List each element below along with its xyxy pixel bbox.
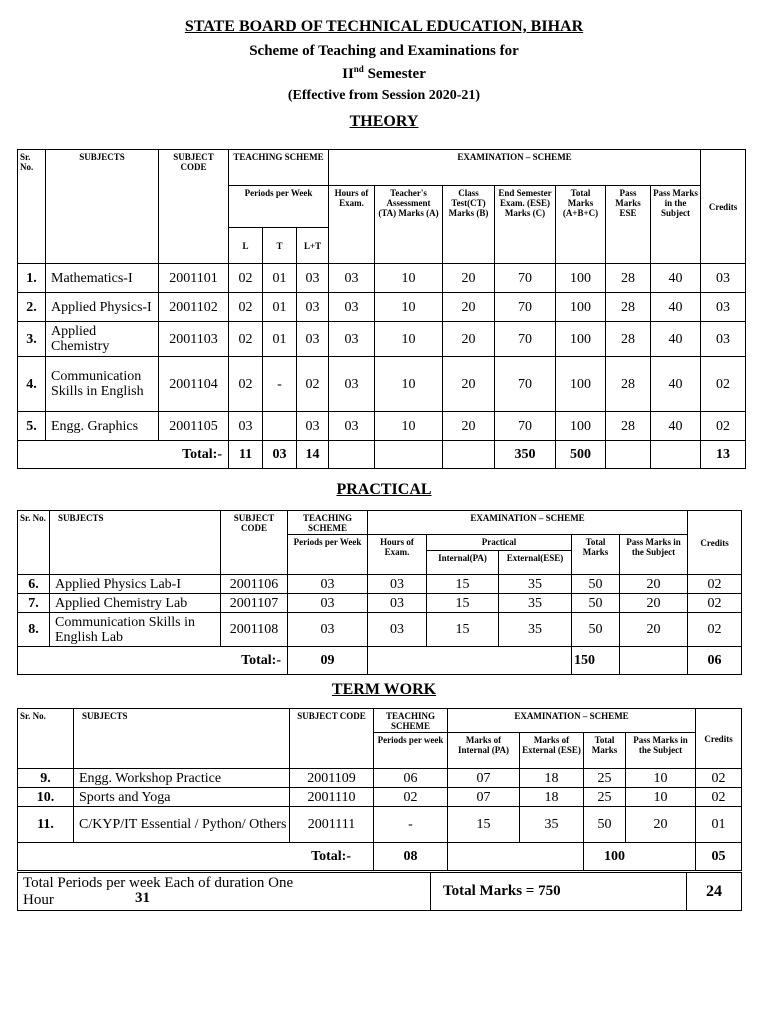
termwork-total-blank bbox=[448, 843, 584, 871]
theory-hours: 03 bbox=[329, 322, 375, 357]
theory-total-blank bbox=[651, 441, 701, 469]
theory-total-blank bbox=[606, 441, 651, 469]
theory-sr: 3. bbox=[18, 322, 46, 357]
theory-l: 02 bbox=[229, 322, 263, 357]
theory-lt: 03 bbox=[297, 264, 329, 293]
ph-credits: Credits bbox=[688, 511, 742, 575]
tw-periods: Periods per week bbox=[374, 733, 448, 769]
semester-sup: nd bbox=[353, 64, 364, 74]
theory-ct: 20 bbox=[443, 322, 495, 357]
theory-subject: Applied Physics-I bbox=[46, 293, 159, 322]
theory-pass-subj: 40 bbox=[651, 264, 701, 293]
theory-ese: 70 bbox=[495, 357, 556, 412]
theory-code: 2001101 bbox=[159, 264, 229, 293]
termwork-row bbox=[18, 807, 742, 843]
scheme-title: Scheme of Teaching and Examinations for bbox=[249, 43, 519, 59]
session-note: (Effective from Session 2020-21) bbox=[287, 88, 481, 103]
theory-total-blank bbox=[375, 441, 443, 469]
theory-ct: 20 bbox=[443, 412, 495, 441]
practical-internal: 15 bbox=[427, 575, 499, 594]
termwork-row bbox=[18, 769, 742, 788]
practical-subject: Communication Skills in English Lab bbox=[50, 613, 221, 647]
termwork-total: 25 bbox=[584, 788, 626, 807]
theory-subject: Communication Skills in English bbox=[46, 357, 159, 412]
th-subjects: SUBJECTS bbox=[46, 150, 159, 264]
theory-t bbox=[263, 412, 297, 441]
theory-l: 02 bbox=[229, 264, 263, 293]
theory-t: 01 bbox=[263, 322, 297, 357]
ph-code: SUBJECT CODE bbox=[221, 511, 288, 575]
practical-pass: 20 bbox=[620, 575, 688, 594]
termwork-external: 18 bbox=[520, 769, 584, 788]
theory-sr: 4. bbox=[18, 357, 46, 412]
th-pass-subj: Pass Marks in the Subject bbox=[651, 186, 701, 264]
practical-external: 35 bbox=[499, 594, 572, 613]
practical-subject: Applied Chemistry Lab bbox=[50, 594, 221, 613]
theory-credits: 02 bbox=[701, 357, 746, 412]
semester-word: Semester bbox=[367, 66, 426, 82]
theory-pass-ese: 28 bbox=[606, 412, 651, 441]
termwork-total: 25 bbox=[584, 769, 626, 788]
theory-pass-subj: 40 bbox=[651, 293, 701, 322]
ph-periods: Periods per Week bbox=[288, 535, 368, 575]
theory-total-t: 03 bbox=[263, 441, 297, 469]
theory-ta: 10 bbox=[375, 293, 443, 322]
practical-total-row bbox=[18, 647, 742, 675]
termwork-total-row bbox=[18, 843, 742, 871]
practical-total-label: Total:- bbox=[18, 647, 288, 675]
theory-t: 01 bbox=[263, 293, 297, 322]
tw-teaching: TEACHING SCHEME bbox=[374, 709, 448, 733]
theory-pass-ese: 28 bbox=[606, 322, 651, 357]
ph-exam: EXAMINATION – SCHEME bbox=[368, 511, 688, 535]
th-ct: Class Test(CT) Marks (B) bbox=[443, 186, 495, 264]
th-credits: Credits bbox=[701, 150, 746, 264]
practical-hours: 03 bbox=[368, 613, 427, 647]
summary-marks: Total Marks = 750 bbox=[431, 873, 687, 911]
th-sr: Sr. No. bbox=[18, 150, 46, 264]
theory-ct: 20 bbox=[443, 264, 495, 293]
termwork-periods: - bbox=[374, 807, 448, 843]
theory-pass-ese: 28 bbox=[606, 293, 651, 322]
termwork-total: 50 bbox=[584, 807, 626, 843]
th-ese: End Semester Exam. (ESE) Marks (C) bbox=[495, 186, 556, 264]
practical-total: 50 bbox=[572, 613, 620, 647]
semester-roman: II bbox=[342, 66, 354, 82]
termwork-subject: Engg. Workshop Practice bbox=[74, 769, 290, 788]
practical-external: 35 bbox=[499, 613, 572, 647]
th-total: Total Marks (A+B+C) bbox=[556, 186, 606, 264]
theory-total: 100 bbox=[556, 322, 606, 357]
th-hours: Hours of Exam. bbox=[329, 186, 375, 264]
theory-pass-subj: 40 bbox=[651, 357, 701, 412]
practical-periods: 03 bbox=[288, 594, 368, 613]
theory-hours: 03 bbox=[329, 412, 375, 441]
theory-ta: 10 bbox=[375, 412, 443, 441]
theory-sr: 2. bbox=[18, 293, 46, 322]
theory-ese: 70 bbox=[495, 264, 556, 293]
termwork-periods: 06 bbox=[374, 769, 448, 788]
theory-pass-ese: 28 bbox=[606, 264, 651, 293]
theory-pass-subj: 40 bbox=[651, 322, 701, 357]
theory-ese: 70 bbox=[495, 322, 556, 357]
tw-pass: Pass Marks in the Subject bbox=[626, 733, 696, 769]
practical-sr: 6. bbox=[18, 575, 50, 594]
th-lt: L+T bbox=[297, 228, 329, 264]
tw-subjects: SUBJECTS bbox=[74, 709, 290, 769]
termwork-row bbox=[18, 788, 742, 807]
theory-l: 03 bbox=[229, 412, 263, 441]
theory-table bbox=[17, 149, 746, 469]
th-l: L bbox=[229, 228, 263, 264]
theory-lt: 03 bbox=[297, 412, 329, 441]
theory-total-l: 11 bbox=[229, 441, 263, 469]
practical-code: 2001108 bbox=[221, 613, 288, 647]
theory-total-ese: 350 bbox=[495, 441, 556, 469]
practical-table bbox=[17, 510, 742, 675]
summary-table bbox=[17, 872, 742, 911]
theory-subject: Mathematics-I bbox=[46, 264, 159, 293]
th-ta: Teacher's Assessment (TA) Marks (A) bbox=[375, 186, 443, 264]
practical-credits: 02 bbox=[688, 613, 742, 647]
termwork-code: 2001109 bbox=[290, 769, 374, 788]
theory-code: 2001102 bbox=[159, 293, 229, 322]
theory-credits: 03 bbox=[701, 293, 746, 322]
termwork-periods: 02 bbox=[374, 788, 448, 807]
termwork-sr: 9. bbox=[18, 769, 74, 788]
practical-code: 2001106 bbox=[221, 575, 288, 594]
practical-pass: 20 bbox=[620, 613, 688, 647]
theory-code: 2001105 bbox=[159, 412, 229, 441]
termwork-sr: 11. bbox=[18, 807, 74, 843]
theory-code: 2001103 bbox=[159, 322, 229, 357]
ph-external: External(ESE) bbox=[499, 551, 572, 575]
practical-hours: 03 bbox=[368, 594, 427, 613]
termwork-code: 2001110 bbox=[290, 788, 374, 807]
theory-row bbox=[18, 322, 746, 357]
termwork-internal: 07 bbox=[448, 788, 520, 807]
termwork-pass: 20 bbox=[626, 807, 696, 843]
theory-total-blank bbox=[329, 441, 375, 469]
theory-subject: Engg. Graphics bbox=[46, 412, 159, 441]
theory-ct: 20 bbox=[443, 293, 495, 322]
termwork-pass: 10 bbox=[626, 788, 696, 807]
practical-periods: 03 bbox=[288, 575, 368, 594]
theory-total-marks: 500 bbox=[556, 441, 606, 469]
theory-lt: 03 bbox=[297, 293, 329, 322]
theory-row bbox=[18, 357, 746, 412]
th-t: T bbox=[263, 228, 297, 264]
theory-ct: 20 bbox=[443, 357, 495, 412]
termwork-total-credits: 05 bbox=[696, 843, 742, 871]
theory-ta: 10 bbox=[375, 264, 443, 293]
theory-sr: 5. bbox=[18, 412, 46, 441]
ph-pass: Pass Marks in the Subject bbox=[620, 535, 688, 575]
th-periods: Periods per Week bbox=[229, 186, 329, 228]
ph-internal: Internal(PA) bbox=[427, 551, 499, 575]
termwork-subject: Sports and Yoga bbox=[74, 788, 290, 807]
practical-sr: 8. bbox=[18, 613, 50, 647]
tw-total: Total Marks bbox=[584, 733, 626, 769]
theory-l: 02 bbox=[229, 357, 263, 412]
termwork-table bbox=[17, 708, 742, 871]
theory-pass-ese: 28 bbox=[606, 357, 651, 412]
practical-total-marks: 150 bbox=[572, 647, 620, 675]
theory-heading: THEORY bbox=[349, 113, 419, 130]
theory-row bbox=[18, 264, 746, 293]
theory-hours: 03 bbox=[329, 293, 375, 322]
theory-credits: 03 bbox=[701, 264, 746, 293]
theory-ta: 10 bbox=[375, 322, 443, 357]
termwork-pass: 10 bbox=[626, 769, 696, 788]
practical-row bbox=[18, 613, 742, 647]
termwork-credits: 02 bbox=[696, 788, 742, 807]
termwork-internal: 15 bbox=[448, 807, 520, 843]
termwork-heading: TERM WORK bbox=[331, 681, 437, 698]
practical-total-periods: 09 bbox=[288, 647, 368, 675]
summary-periods-label: Total Periods per week Each of duration One Hour bbox=[23, 874, 294, 908]
practical-hours: 03 bbox=[368, 575, 427, 594]
practical-total-credits: 06 bbox=[688, 647, 742, 675]
practical-row bbox=[18, 594, 742, 613]
termwork-credits: 02 bbox=[696, 769, 742, 788]
termwork-sr: 10. bbox=[18, 788, 74, 807]
ph-total: Total Marks bbox=[572, 535, 620, 575]
theory-lt: 02 bbox=[297, 357, 329, 412]
practical-row bbox=[18, 575, 742, 594]
th-teaching: TEACHING SCHEME bbox=[229, 150, 329, 186]
termwork-subject: C/KYP/IT Essential / Python/ Others bbox=[74, 807, 290, 843]
practical-external: 35 bbox=[499, 575, 572, 594]
theory-total-row bbox=[18, 441, 746, 469]
theory-l: 02 bbox=[229, 293, 263, 322]
semester-title bbox=[0, 64, 768, 83]
practical-total-blank bbox=[368, 647, 572, 675]
summary-credits: 24 bbox=[687, 873, 742, 911]
practical-credits: 02 bbox=[688, 575, 742, 594]
ph-sr: Sr. No. bbox=[18, 511, 50, 575]
theory-total: 100 bbox=[556, 357, 606, 412]
ph-practical: Practical bbox=[427, 535, 572, 551]
theory-ese: 70 bbox=[495, 412, 556, 441]
tw-credits: Credits bbox=[696, 709, 742, 769]
theory-total: 100 bbox=[556, 293, 606, 322]
termwork-internal: 07 bbox=[448, 769, 520, 788]
termwork-external: 18 bbox=[520, 788, 584, 807]
tw-exam: EXAMINATION – SCHEME bbox=[448, 709, 696, 733]
practical-total-blank bbox=[620, 647, 688, 675]
theory-row bbox=[18, 412, 746, 441]
theory-sr: 1. bbox=[18, 264, 46, 293]
theory-total: 100 bbox=[556, 412, 606, 441]
termwork-total-marks: 100 bbox=[584, 843, 696, 871]
termwork-total-periods: 08 bbox=[374, 843, 448, 871]
practical-periods: 03 bbox=[288, 613, 368, 647]
termwork-code: 2001111 bbox=[290, 807, 374, 843]
theory-ese: 70 bbox=[495, 293, 556, 322]
theory-total-credits: 13 bbox=[701, 441, 746, 469]
theory-total-lt: 14 bbox=[297, 441, 329, 469]
theory-lt: 03 bbox=[297, 322, 329, 357]
practical-total: 50 bbox=[572, 594, 620, 613]
th-exam: EXAMINATION – SCHEME bbox=[329, 150, 701, 186]
practical-subject: Applied Physics Lab-I bbox=[50, 575, 221, 594]
th-pass-ese: Pass Marks ESE bbox=[606, 186, 651, 264]
termwork-external: 35 bbox=[520, 807, 584, 843]
theory-credits: 02 bbox=[701, 412, 746, 441]
practical-sr: 7. bbox=[18, 594, 50, 613]
theory-t: 01 bbox=[263, 264, 297, 293]
board-title: STATE BOARD OF TECHNICAL EDUCATION, BIHAR bbox=[184, 18, 584, 35]
theory-total-blank bbox=[443, 441, 495, 469]
theory-row bbox=[18, 293, 746, 322]
theory-total: 100 bbox=[556, 264, 606, 293]
tw-code: SUBJECT CODE bbox=[290, 709, 374, 769]
theory-t: - bbox=[263, 357, 297, 412]
tw-external: Marks of External (ESE) bbox=[520, 733, 584, 769]
summary-periods-value: 31 bbox=[135, 890, 150, 906]
theory-credits: 03 bbox=[701, 322, 746, 357]
termwork-credits: 01 bbox=[696, 807, 742, 843]
theory-hours: 03 bbox=[329, 264, 375, 293]
practical-credits: 02 bbox=[688, 594, 742, 613]
theory-subject: Applied Chemistry bbox=[46, 322, 159, 357]
practical-total: 50 bbox=[572, 575, 620, 594]
theory-hours: 03 bbox=[329, 357, 375, 412]
ph-hours: Hours of Exam. bbox=[368, 535, 427, 575]
practical-internal: 15 bbox=[427, 594, 499, 613]
theory-pass-subj: 40 bbox=[651, 412, 701, 441]
practical-pass: 20 bbox=[620, 594, 688, 613]
tw-internal: Marks of Internal (PA) bbox=[448, 733, 520, 769]
th-code: SUBJECT CODE bbox=[159, 150, 229, 264]
termwork-total-label: Total:- bbox=[18, 843, 374, 871]
ph-teaching: TEACHING SCHEME bbox=[288, 511, 368, 535]
practical-internal: 15 bbox=[427, 613, 499, 647]
theory-total-label: Total:- bbox=[18, 441, 229, 469]
theory-code: 2001104 bbox=[159, 357, 229, 412]
theory-ta: 10 bbox=[375, 357, 443, 412]
tw-sr: Sr. No. bbox=[18, 709, 74, 769]
summary-periods-cell bbox=[18, 873, 431, 911]
practical-heading: PRACTICAL bbox=[336, 481, 432, 498]
ph-subjects: SUBJECTS bbox=[50, 511, 221, 575]
practical-code: 2001107 bbox=[221, 594, 288, 613]
